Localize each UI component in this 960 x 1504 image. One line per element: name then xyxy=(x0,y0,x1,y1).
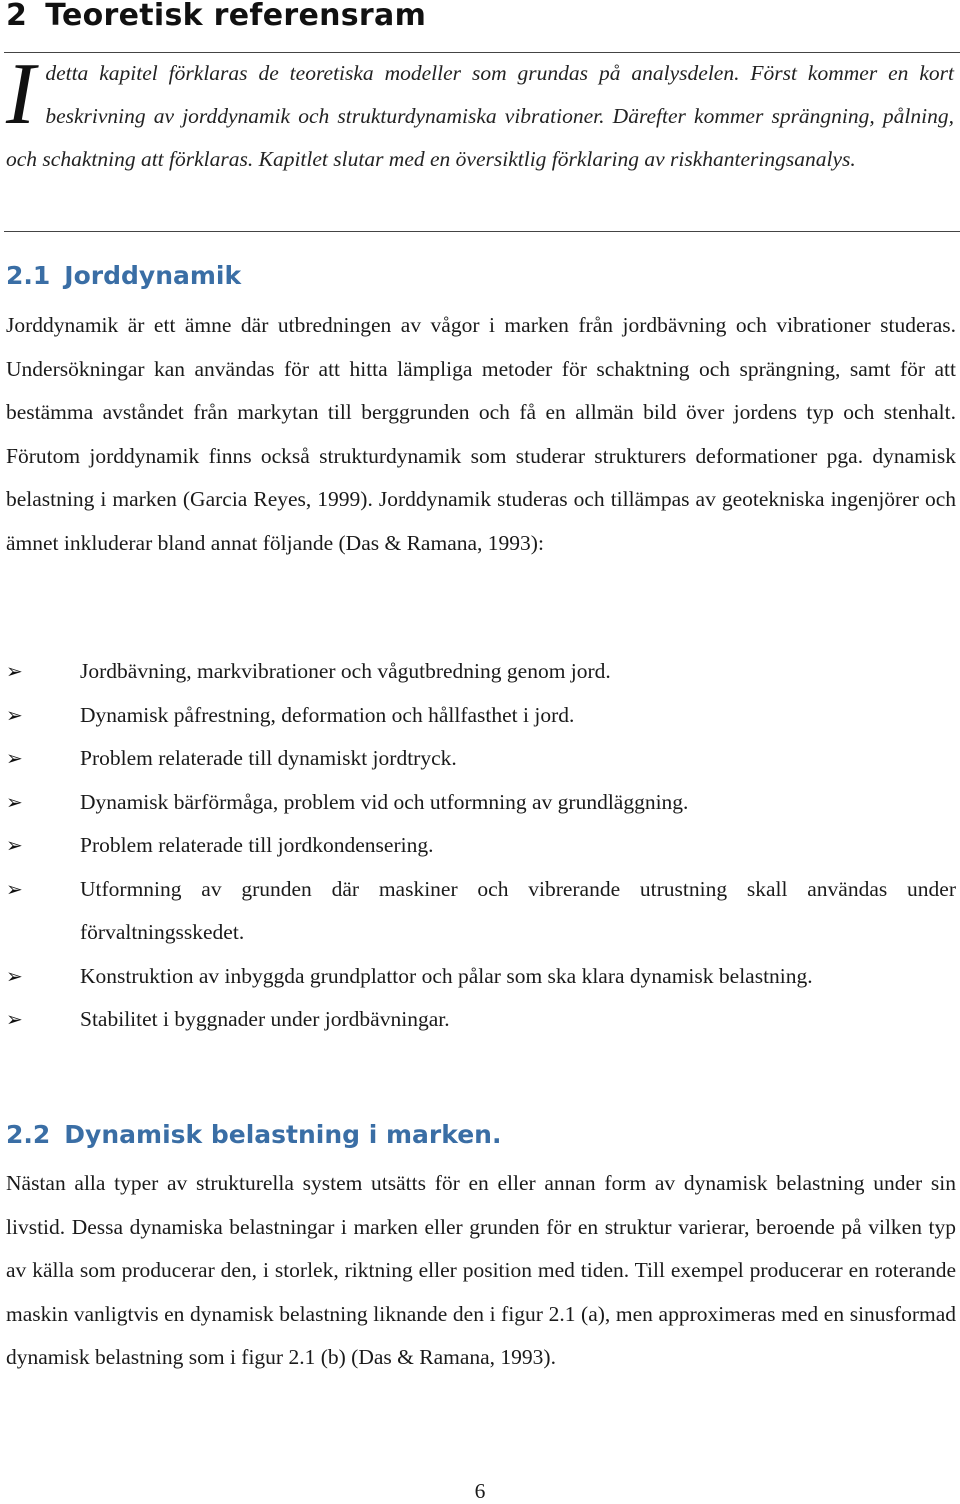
arrow-bullet-icon: ➢ xyxy=(6,1007,23,1031)
list-item xyxy=(6,650,956,694)
drop-cap: I xyxy=(6,46,36,143)
arrow-bullet-icon: ➢ xyxy=(6,876,23,901)
list-item-text: Konstruktion av inbyggda grundplattor och pålar som ska klara dynamisk belastning. xyxy=(80,963,813,988)
arrow-bullet-icon: ➢ xyxy=(6,833,23,857)
section-title: Jorddynamik xyxy=(64,261,242,290)
intro-text: detta kapitel förklaras de teoretiska modeller som grundas på analysdelen. Först kommer en kort beskrivning av jorddynamik och strukturdynamiska vibrationer. Därefter kommer sprängning, pålning, och schaktning att förklaras. Kapitlet slutar med en översiktlig förklaring av riskhanteringsanalys. xyxy=(6,61,954,171)
section-heading-jorddynamik xyxy=(6,259,241,293)
section-number: 2.1 xyxy=(6,261,51,290)
section-number: 2.2 xyxy=(6,1120,51,1149)
arrow-bullet-icon: ➢ xyxy=(6,746,23,770)
intro-divider xyxy=(4,231,960,232)
list-item xyxy=(6,737,956,781)
list-item-text: Problem relaterade till jordkondensering. xyxy=(80,833,434,857)
chapter-title xyxy=(6,0,426,38)
chapter-number: 2 xyxy=(6,0,28,33)
section-heading-dynamisk-belastning xyxy=(6,1118,501,1152)
list-item-text: Jordbävning, markvibrationer och vågutbredning genom jord. xyxy=(80,659,611,683)
arrow-bullet-icon: ➢ xyxy=(6,659,23,683)
list-item-text: Dynamisk bärförmåga, problem vid och utformning av grundläggning. xyxy=(80,789,689,814)
section-paragraph: Nästan alla typer av strukturella system utsätts för en eller annan form av dynamisk belastning under sin livstid. Dessa dynamiska belastningar i marken eller grunden för en struktur varierar, beroende på vilken typ av källa som producerar den, i storlek, riktning eller position med tiden. Till exempel producerar en roterande maskin vanligtvis en dynamisk belastning liknande den i figur 2.1 (a), men approximeras med en sinusformad dynamisk belastning som i figur 2.1 (b) (Das & Ramana, 1993). xyxy=(6,1171,956,1369)
section-title: Dynamisk belastning i marken. xyxy=(64,1120,502,1149)
list-item-text: Dynamisk påfrestning, deformation och hållfasthet i jord. xyxy=(80,702,575,727)
list-item xyxy=(6,694,956,738)
list-item xyxy=(6,998,956,1042)
arrow-bullet-icon: ➢ xyxy=(6,963,23,988)
section-paragraph: Jorddynamik är ett ämne där utbredningen av vågor i marken från jordbävning och vibrationer studeras. Undersökningar kan användas för att hitta lämpliga metoder för schaktning och sprängning, samt för att bestämma avståndet från markytan till berggrunden och få en allmän bild över jordens typ och stenhalt. Förutom jorddynamik finns också strukturdynamik som studerar strukturers deformationer pga. dynamisk belastning i marken (Garcia Reyes, 1999). Jorddynamik studeras och tillämpas av geotekniska ingenjörer och ämnet inkluderar bland annat följande (Das & Ramana, 1993): xyxy=(6,313,956,555)
list-item-text: Stabilitet i byggnader under jordbävningar. xyxy=(80,1007,450,1031)
chapter-intro xyxy=(6,46,954,181)
chapter-title-text: Teoretisk referensram xyxy=(45,0,427,33)
list-item xyxy=(6,824,956,868)
list-item xyxy=(6,955,956,999)
arrow-bullet-icon: ➢ xyxy=(6,702,23,727)
bullet-list xyxy=(6,650,956,1042)
page-number: 6 xyxy=(474,1479,486,1503)
list-item-text: Problem relaterade till dynamiskt jordtryck. xyxy=(80,746,457,770)
list-item xyxy=(6,868,956,955)
list-item xyxy=(6,781,956,825)
list-item-text: Utformning av grunden där maskiner och vibrerande utrustning skall användas under förvaltningsskedet. xyxy=(80,876,956,944)
arrow-bullet-icon: ➢ xyxy=(6,789,23,814)
